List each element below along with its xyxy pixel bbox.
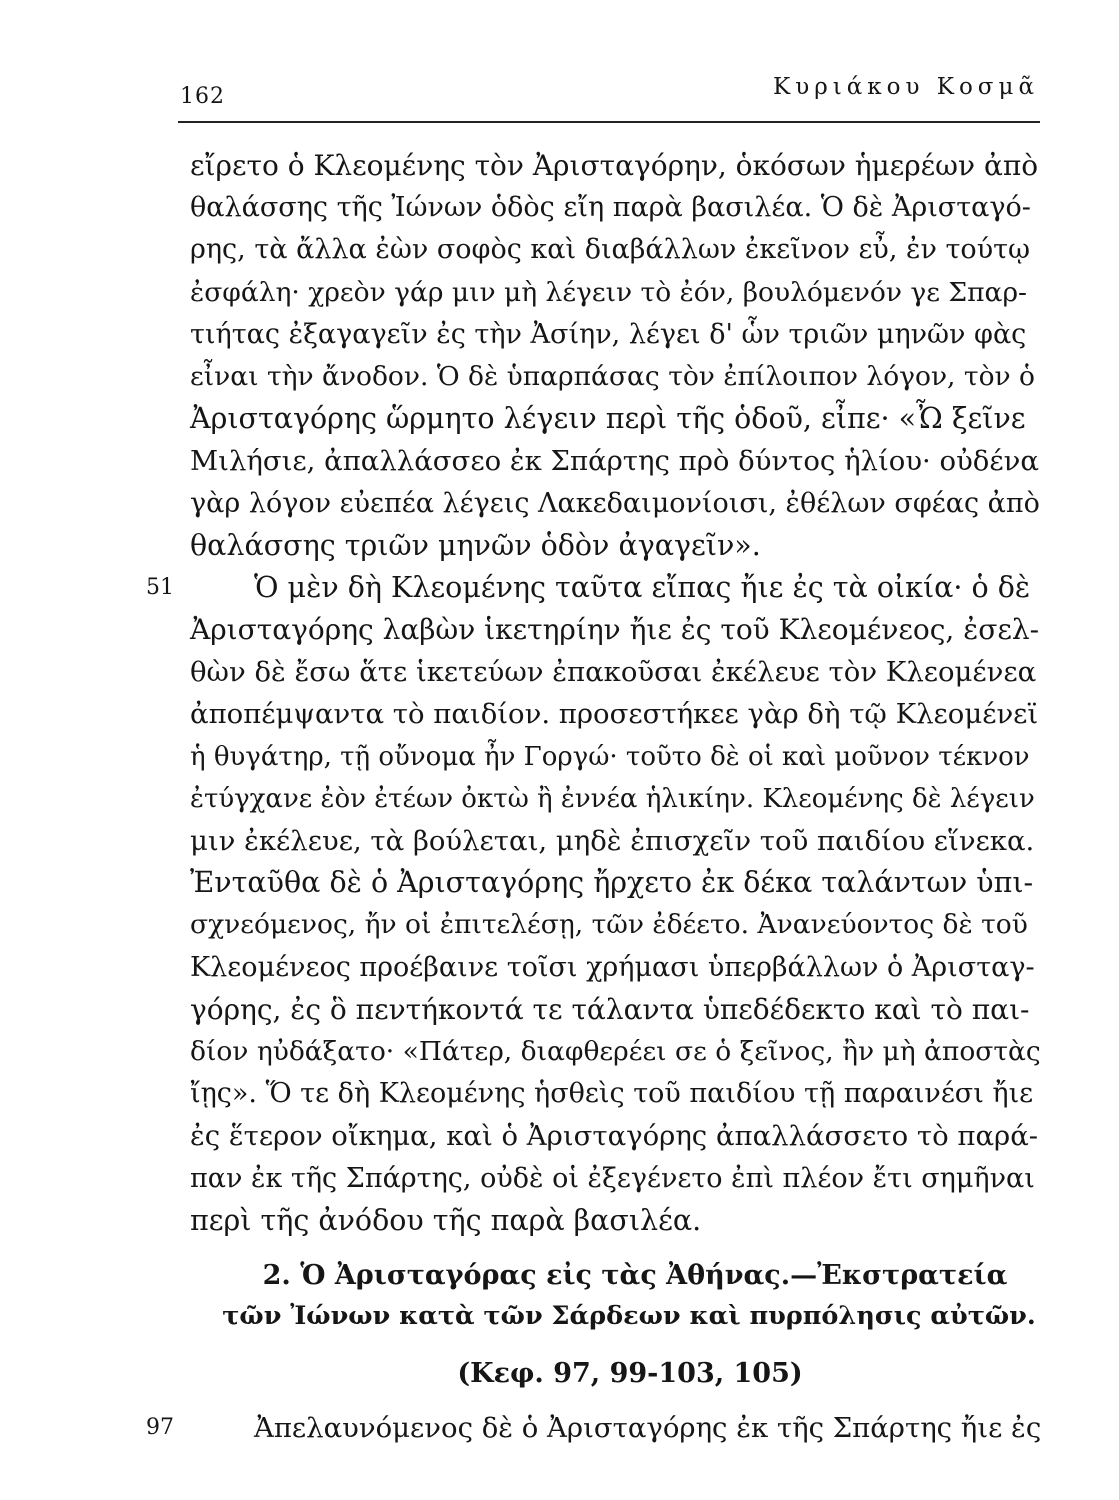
- text-line: δίον ηὐδάξατο· «Πάτερ, διαφθερέει σε ὁ ξεῖνος, ἢν μὴ ἀποστὰς: [190, 1035, 1041, 1067]
- text-line: τιήτας ἐξαγαγεῖν ἐς τὴν Ἀσίην, λέγει δ' ὧν τριῶν μηνῶν φὰς: [190, 318, 1027, 350]
- section-title-continued: τῶν Ἰώνων κατὰ τῶν Σάρδεων καὶ πυρπόλησις αὐτῶν.: [222, 1300, 1036, 1331]
- body-text: [146, 145, 1042, 1449]
- text-line: Μιλήσιε, ἀπαλλάσσεο ἐκ Σπάρτης πρὸ δύντος ἡλίου· οὐδένα: [190, 445, 1039, 478]
- chapter-reference: (Κεφ. 97, 99-103, 105): [457, 1357, 803, 1389]
- text-line: Ἐνταῦθα δὲ ὁ Ἀρισταγόρης ἤρχετο ἐκ δέκα ταλάντων ὑπι-: [190, 866, 1034, 900]
- text-line: μιν ἐκέλευε, τὰ βούλεται, μηδὲ ἐπισχεῖν τοῦ παιδίου εἵνεκα.: [190, 825, 1035, 857]
- text-line: Ἀπελαυνόμενος δὲ ὁ Ἀρισταγόρης ἐκ τῆς Σπάρτης ἤιε ἐς: [254, 1411, 1042, 1444]
- text-line: ἡ θυγάτηρ, τῇ οὔνομα ἦν Γοργώ· τοῦτο δὲ οἱ καὶ μοῦνον τέκνον: [190, 741, 1030, 772]
- text-line: θὼν δὲ ἔσω ἅτε ἱκετεύων ἐπακοῦσαι ἐκέλευε τὸν Κλεομένεα: [190, 656, 1037, 689]
- text-line: ἀποπέμψαντα τὸ παιδίον. προσεστήκεε γὰρ δὴ τῷ Κλεομένεϊ: [190, 698, 1039, 731]
- paragraph-2: [146, 567, 1041, 1242]
- text-line: ἴῃς». Ὅ τε δὴ Κλεομένης ἡσθεὶς τοῦ παιδίου τῇ παραινέσι ἤιε: [190, 1078, 1034, 1110]
- margin-chapter-number: 97: [146, 1414, 174, 1440]
- header-rule: [178, 121, 1040, 123]
- text-line: ἐτύγχανε ἐὸν ἐτέων ὀκτὼ ἢ ἐννέα ἡλικίην. Κλεομένης δὲ λέγειν: [190, 783, 1035, 814]
- text-line: γὰρ λόγον εὐεπέα λέγεις Λακεδαιμονίοισι, ἐθέλων σφέας ἀπὸ: [190, 487, 1040, 519]
- text-line: γόρης, ἐς ὃ πεντήκοντά τε τάλαντα ὑπεδέδεκτο καὶ τὸ παι-: [190, 992, 1030, 1026]
- running-head: Κυριάκου Κοσμᾶ: [773, 74, 1039, 100]
- text-line: Ἀρισταγόρης λαβὼν ἱκετηρίην ἤιε ἐς τοῦ Κλεομένεος, ἐσελ-: [190, 613, 1040, 647]
- text-line: εἶναι τὴν ἄνοδον. Ὁ δὲ ὑπαρπάσας τὸν ἐπίλοιπον λόγον, τὸν ὁ: [190, 360, 1036, 392]
- text-line: ρης, τὰ ἄλλα ἐὼν σοφὸς καὶ διαβάλλων ἐκεῖνον εὖ, ἐν τούτῳ: [190, 234, 1031, 266]
- text-line: Κλεομένεος προέβαινε τοῖσι χρήμασι ὑπερβάλλων ὁ Ἀρισταγ-: [190, 951, 1035, 983]
- text-line: παν ἐκ τῆς Σπάρτης, οὐδὲ οἱ ἐξεγένετο ἐπὶ πλέον ἔτι σημῆναι: [190, 1162, 1035, 1194]
- paragraph-1: [190, 145, 1040, 567]
- text-line: θαλάσσης τριῶν μηνῶν ὁδὸν ἀγαγεῖν».: [190, 528, 761, 562]
- text-line: ἐς ἕτερον οἴκημα, καὶ ὁ Ἀρισταγόρης ἀπαλλάσσετο τὸ παρά-: [190, 1120, 1039, 1153]
- text-line: θαλάσσης τῆς Ἰώνων ὁδὸς εἴη παρὰ βασιλέα. Ὁ δὲ Ἀρισταγό-: [190, 192, 1031, 224]
- page-number: 162: [180, 84, 225, 109]
- margin-chapter-number: 51: [146, 574, 174, 600]
- text-line: περὶ τῆς ἀνόδου τῆς παρὰ βασιλέα.: [190, 1203, 702, 1237]
- paragraph-3: [146, 1407, 1042, 1449]
- text-line: ἐσφάλη· χρεὸν γάρ μιν μὴ λέγειν τὸ ἐόν, βουλόμενόν γε Σπαρ-: [190, 276, 1027, 308]
- text-line: Ἀρισταγόρης ὥρμητο λέγειν περὶ τῆς ὁδοῦ, εἶπε· «Ὦ ξεῖνε: [190, 402, 1026, 436]
- text-line: εἴρετο ὁ Κλεομένης τὸν Ἀρισταγόρην, ὁκόσων ἡμερέων ἀπὸ: [190, 149, 1039, 182]
- text-line: σχνεόμενος, ἤν οἱ ἐπιτελέσῃ, τῶν ἐδέετο. Ἀνανεύοντος δὲ τοῦ: [190, 909, 1028, 941]
- text-line: Ὁ μὲν δὴ Κλεομένης ταῦτα εἴπας ἤιε ἐς τὰ οἰκία· ὁ δὲ: [254, 570, 1031, 604]
- section-title: 2. Ὁ Ἀρισταγόρας εἰς τὰς Ἀθήνας.—Ἐκστρατεία: [262, 1259, 1008, 1291]
